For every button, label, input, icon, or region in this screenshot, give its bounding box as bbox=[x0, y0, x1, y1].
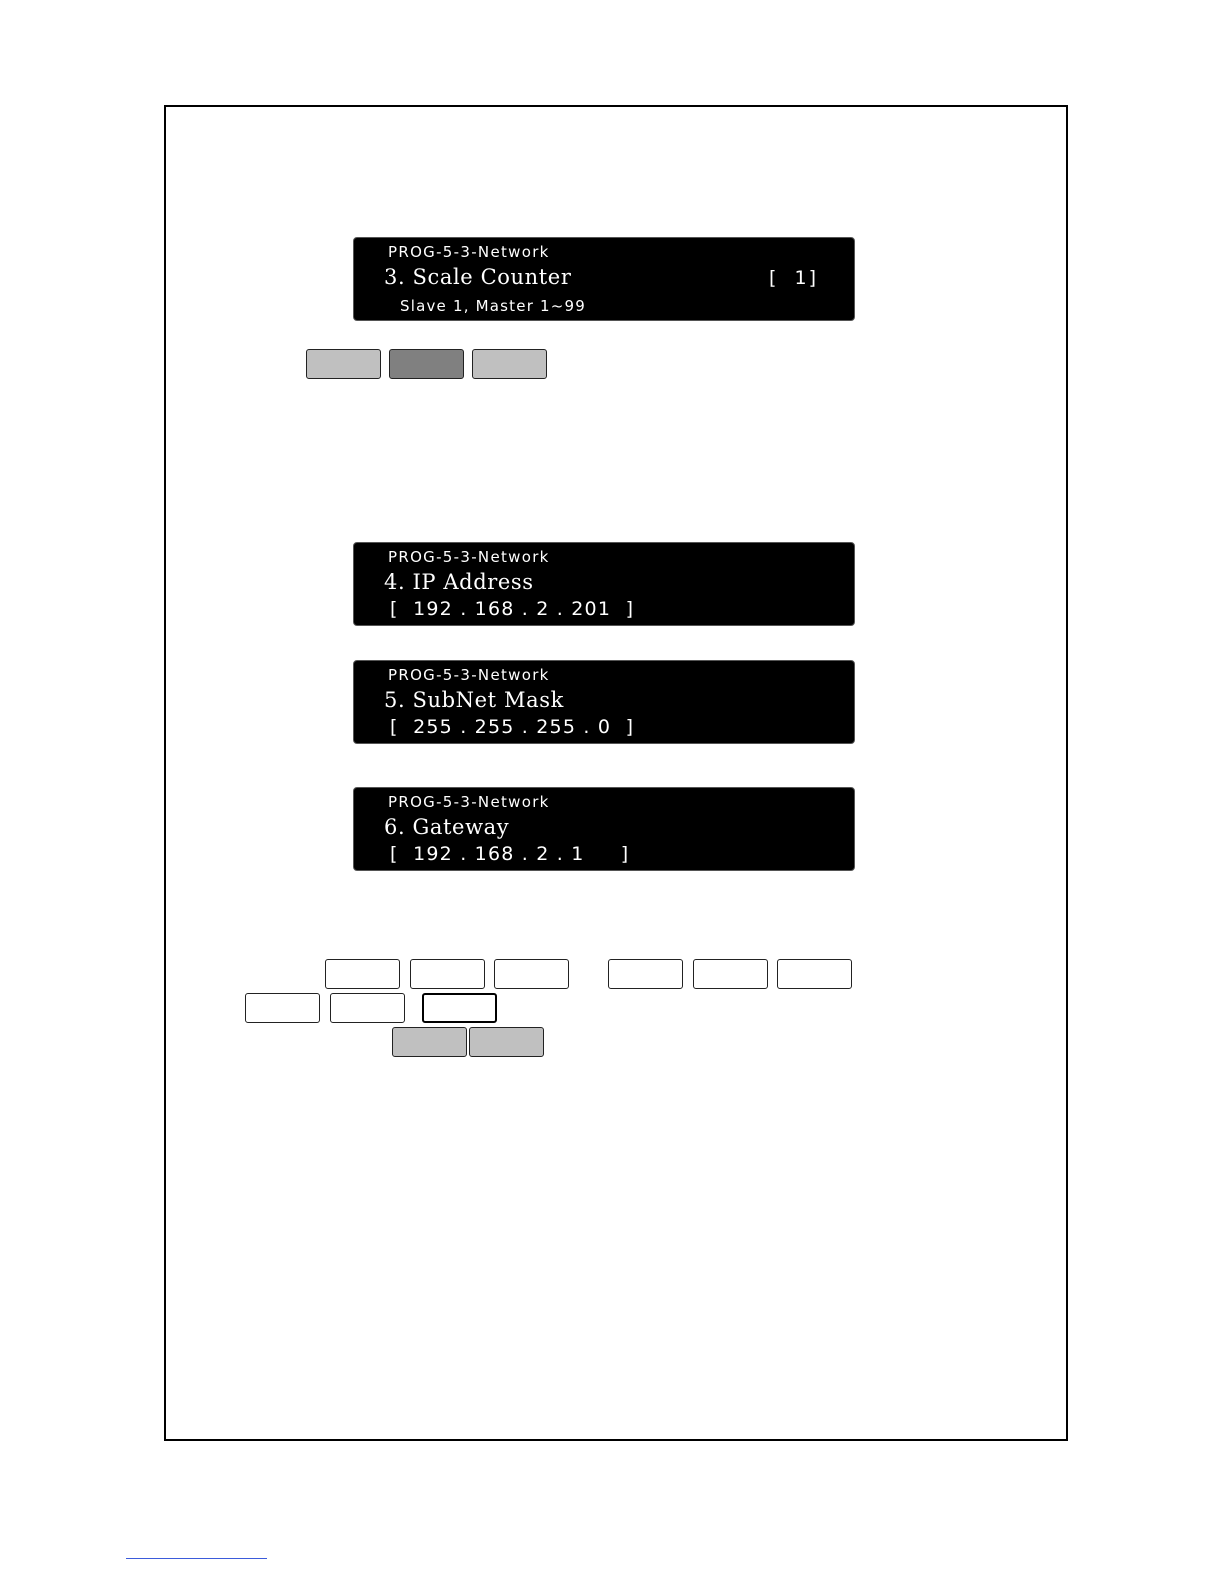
lcd-subtitle: Slave 1, Master 1~99 bbox=[400, 297, 587, 315]
footnote-divider bbox=[126, 1558, 267, 1559]
key-button bbox=[494, 959, 569, 989]
lcd-value: [ 1] bbox=[769, 267, 818, 289]
key-button bbox=[472, 349, 547, 379]
key-button bbox=[422, 993, 497, 1023]
lcd-header: PROG-5-3-Network bbox=[388, 243, 550, 261]
lcd-header: PROG-5-3-Network bbox=[388, 793, 550, 811]
key-button bbox=[410, 959, 485, 989]
lcd-title: 3. Scale Counter bbox=[384, 265, 572, 289]
lcd-header: PROG-5-3-Network bbox=[388, 548, 550, 566]
key-button bbox=[777, 959, 852, 989]
lcd-subnet-mask bbox=[353, 660, 855, 744]
key-button bbox=[693, 959, 768, 989]
key-button bbox=[469, 1027, 544, 1057]
lcd-scale-counter bbox=[353, 237, 855, 321]
key-button bbox=[330, 993, 405, 1023]
key-button bbox=[389, 349, 464, 379]
lcd-gateway bbox=[353, 787, 855, 871]
lcd-ip-address bbox=[353, 542, 855, 626]
lcd-title: 5. SubNet Mask bbox=[384, 688, 564, 712]
key-button bbox=[608, 959, 683, 989]
key-button bbox=[392, 1027, 467, 1057]
lcd-title: 4. IP Address bbox=[384, 570, 534, 594]
lcd-address: [ 192 . 168 . 2 . 1 ] bbox=[390, 843, 630, 865]
key-button bbox=[245, 993, 320, 1023]
lcd-address: [ 255 . 255 . 255 . 0 ] bbox=[390, 716, 635, 738]
key-button bbox=[306, 349, 381, 379]
lcd-address: [ 192 . 168 . 2 . 201 ] bbox=[390, 598, 635, 620]
key-button bbox=[325, 959, 400, 989]
lcd-title: 6. Gateway bbox=[384, 815, 510, 839]
lcd-header: PROG-5-3-Network bbox=[388, 666, 550, 684]
